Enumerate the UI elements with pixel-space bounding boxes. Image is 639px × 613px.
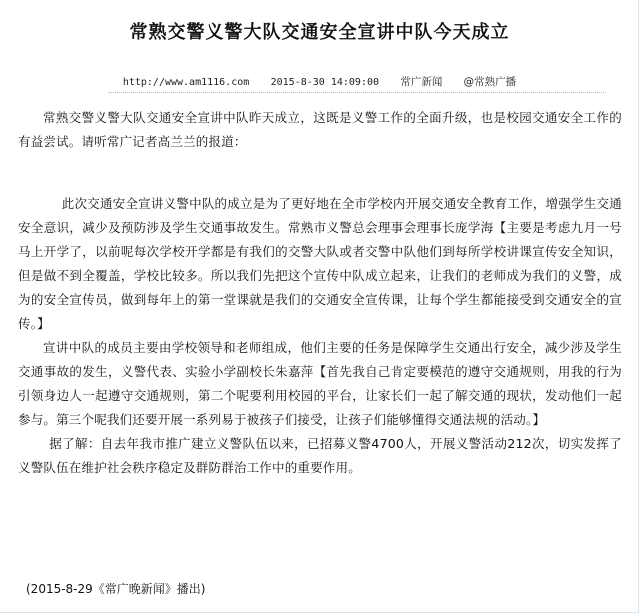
meta-author: @常熟广播 [463,76,517,88]
paragraph-intro: 常熟交警义警大队交通安全宣讲中队昨天成立，这既是义警工作的全面升级，也是校园交通安全工作的有益尝试。请听常广记者高兰兰的报道： [18,110,622,149]
paragraph-spacer [18,154,622,192]
meta-date: 2015-8-30 14:09:00 [270,77,379,88]
broadcast-note: (2015-8-29《常广晚新闻》播出) [26,582,206,596]
meta-source: 常广新闻 [400,76,443,88]
paragraph-1: 此次交通安全宣讲义警中队的成立是为了更好地在全市学校内开展交通安全教育工作，增强学生交通安全意识，减少及预防涉及学生交通事故发生。常熟市义警总会理事会理事长庞学海【主要是考虑九月一号马上开学了，以前呢每次学校开学都是有我们的交警大队或者交警中队他们到每所学校讲课宣传安全知识，但是做不到全覆盖，学校比较多。所以我们先把这个宣传中队成立起来，让我们的老师成为我们的义警，成为的安全宣传员，做到每年上的第一堂课就是我们的交通安全宣传课，让每个学生都能接受到交通安全的宣传。】 [18,196,622,331]
article-body [18,106,622,480]
article-meta [0,74,639,89]
paragraph-2: 宣讲中队的成员主要由学校领导和老师组成，他们主要的任务是保障学生交通出行安全，减少涉及学生交通事故的发生，义警代表、实验小学副校长朱嘉萍【首先我自己肯定要模范的遵守交通规则，用我的行为引领身边人一起遵守交通规则，第二个呢要利用校园的平台，让家长们一起了解交通的现状，发动他们一起参与。第三个呢我们还要开展一系列易于被孩子们接受，让孩子们能够懂得交通法规的活动。】 [18,340,622,427]
article-title: 常熟交警义警大队交通安全宣讲中队今天成立 [129,22,510,43]
meta-divider [108,92,606,93]
paragraph-3: 据了解：自去年我市推广建立义警队伍以来，已招募义警4700人，开展义警活动212次，切实发挥了义警队伍在维护社会秩序稳定及群防群治工作中的重要作用。 [18,436,622,475]
meta-url[interactable]: http://www.am1116.com [122,77,250,88]
